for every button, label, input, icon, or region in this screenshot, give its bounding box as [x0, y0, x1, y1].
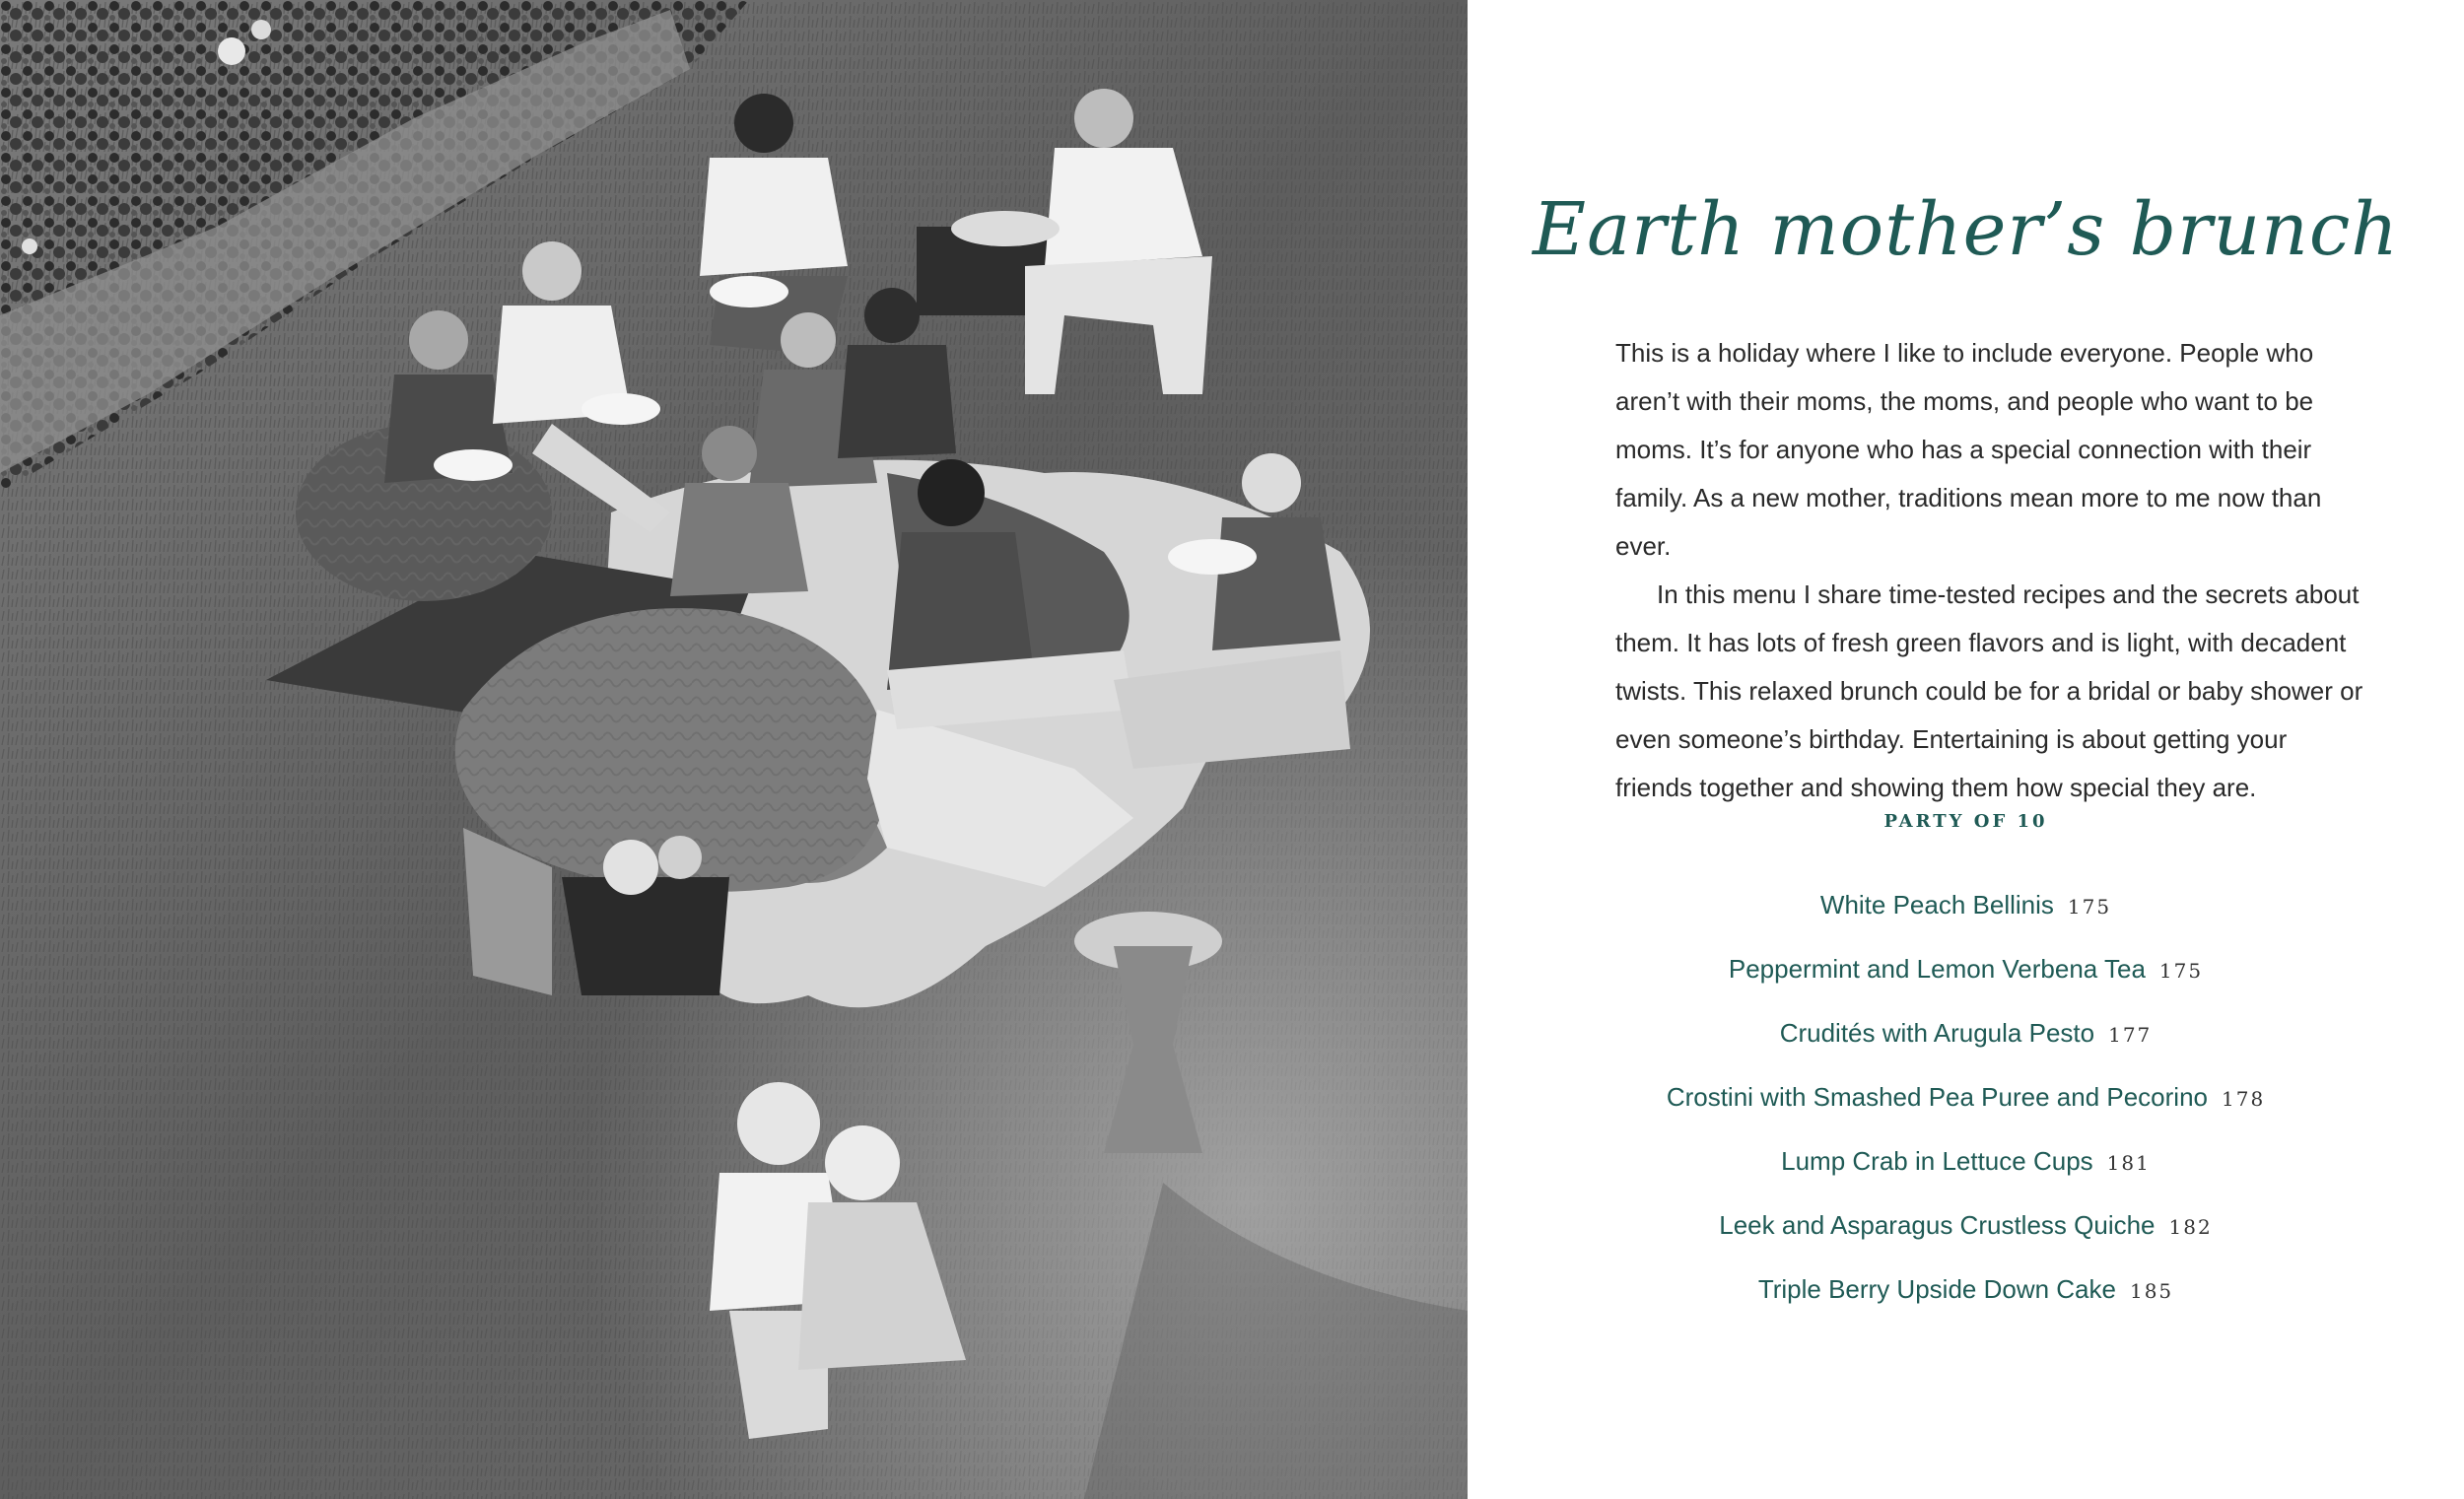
- menu-item-dish: Crudités with Arugula Pesto: [1779, 1018, 2095, 1048]
- menu-list: [1468, 873, 2464, 1322]
- text-page: [1468, 0, 2464, 1499]
- party-size-label: PARTY OF 10: [1883, 811, 2048, 832]
- basket: [562, 877, 729, 995]
- menu-item: [1468, 873, 2464, 937]
- menu-item-page: 182: [2168, 1215, 2213, 1239]
- intro-paragraph-1: This is a holiday where I like to include everyone. People who aren’t with their moms, the moms, and people who want to be moms. It’s for anyone who has a special connection with their family. As a new mother, traditions mean more to me now than ever.: [1615, 338, 2322, 561]
- menu-item: [1468, 1129, 2464, 1193]
- menu-item-page: 185: [2129, 1279, 2174, 1303]
- menu-item: [1468, 1065, 2464, 1129]
- menu-item-dish: Triple Berry Upside Down Cake: [1757, 1274, 2116, 1304]
- menu-item: [1468, 1193, 2464, 1258]
- intro-paragraph-2: In this menu I share time-tested recipes and the secrets about them. It has lots of fresh green flavors and is light, with decadent twists. This relaxed brunch could be for a bridal or baby shower or even someone’s birthday. Entertaining is about getting your friends together and showing them how special they are.: [1615, 579, 2363, 802]
- menu-item-page: 177: [2108, 1023, 2153, 1047]
- menu-item-page: 178: [2222, 1087, 2266, 1111]
- menu-item-dish: White Peach Bellinis: [1819, 890, 2054, 920]
- menu-item-page: 175: [2067, 895, 2112, 919]
- menu-item-dish: Crostini with Smashed Pea Puree and Pecorino: [1666, 1082, 2208, 1112]
- menu-item-page: 181: [2106, 1151, 2151, 1175]
- menu-item: [1468, 937, 2464, 1001]
- menu-item-dish: Peppermint and Lemon Verbena Tea: [1728, 954, 2146, 984]
- menu-item: [1468, 1001, 2464, 1065]
- intro-text: [1615, 329, 2364, 812]
- menu-item-dish: Lump Crab in Lettuce Cups: [1781, 1146, 2093, 1176]
- menu-item-dish: Leek and Asparagus Crustless Quiche: [1719, 1210, 2156, 1240]
- menu-item-page: 175: [2158, 959, 2204, 983]
- chapter-title: Earth mother’s brunch: [1533, 187, 2399, 272]
- menu-item: [1468, 1258, 2464, 1322]
